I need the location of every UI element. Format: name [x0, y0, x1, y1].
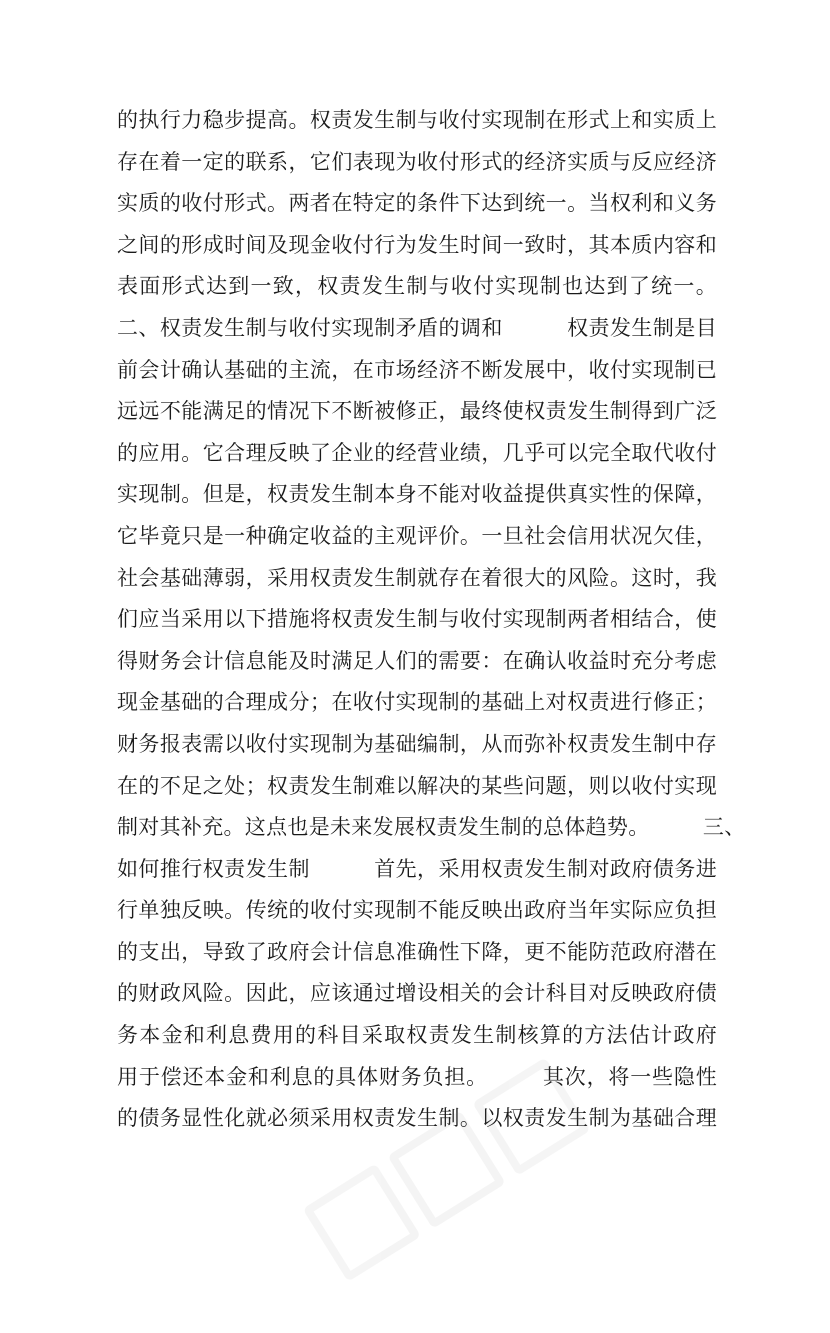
text-line: 用于偿还本金和利息的具体财务负担。 其次，将一些隐性 [117, 1064, 717, 1089]
text-line: 实现制。但是，权责发生制本身不能对收益提供真实性的保障， [117, 482, 717, 507]
text-line: 财务报表需以收付实现制为基础编制，从而弥补权责发生制中存 [117, 731, 717, 756]
text-line: 制对其补充。这点也是未来发展权责发生制的总体趋势。 三、 [117, 815, 746, 840]
text-line: 表面形式达到一致，权责发生制与收付实现制也达到了统一。 [117, 274, 717, 299]
text-line: 社会基础薄弱，采用权责发生制就存在着很大的风险。这时，我 [117, 565, 717, 590]
text-line: 它毕竟只是一种确定收益的主观评价。一旦社会信用状况欠佳， [117, 523, 717, 548]
text-line: 在的不足之处；权责发生制难以解决的某些问题，则以收付实现 [117, 773, 717, 798]
text-line: 如何推行权责发生制 首先，采用权责发生制对政府债务进 [117, 856, 717, 881]
text-line: 存在着一定的联系，它们表现为收付形式的经济实质与反应经济 [117, 149, 717, 174]
text-line: 们应当采用以下措施将权责发生制与收付实现制两者相结合，使 [117, 607, 717, 632]
text-line: 的应用。它合理反映了企业的经营业绩，几乎可以完全取代收付 [117, 440, 717, 465]
text-line: 的财政风险。因此，应该通过增设相关的会计科目对反映政府债 [117, 981, 717, 1006]
text-line: 的执行力稳步提高。权责发生制与收付实现制在形式上和实质上 [117, 108, 717, 132]
watermark-mark [303, 1163, 422, 1282]
text-line: 现金基础的合理成分；在收付实现制的基础上对权责进行修正； [117, 690, 717, 715]
text-line: 务本金和利息费用的科目采取权责发生制核算的方法估计政府 [117, 1023, 717, 1048]
text-line: 实质的收付形式。两者在特定的条件下达到统一。当权利和义务 [117, 191, 717, 216]
text-line: 行单独反映。传统的收付实现制不能反映出政府当年实际应负担 [117, 898, 717, 923]
text-line: 远远不能满足的情况下不断被修正，最终使权责发生制得到广泛 [117, 399, 717, 424]
body-text [117, 100, 746, 1140]
text-line: 二、权责发生制与收付实现制矛盾的调和 权责发生制是目 [117, 315, 717, 340]
text-line: 之间的形成时间及现金收付行为发生时间一致时，其本质内容和 [117, 232, 717, 257]
text-line: 的债务显性化就必须采用权责发生制。以权责发生制为基础合理 [117, 1106, 717, 1131]
text-line: 的支出，导致了政府会计信息准确性下降，更不能防范政府潜在 [117, 939, 717, 964]
text-line: 得财务会计信息能及时满足人们的需要：在确认收益时充分考虑 [117, 648, 717, 673]
text-line: 前会计确认基础的主流，在市场经济不断发展中，收付实现制已 [117, 357, 717, 382]
